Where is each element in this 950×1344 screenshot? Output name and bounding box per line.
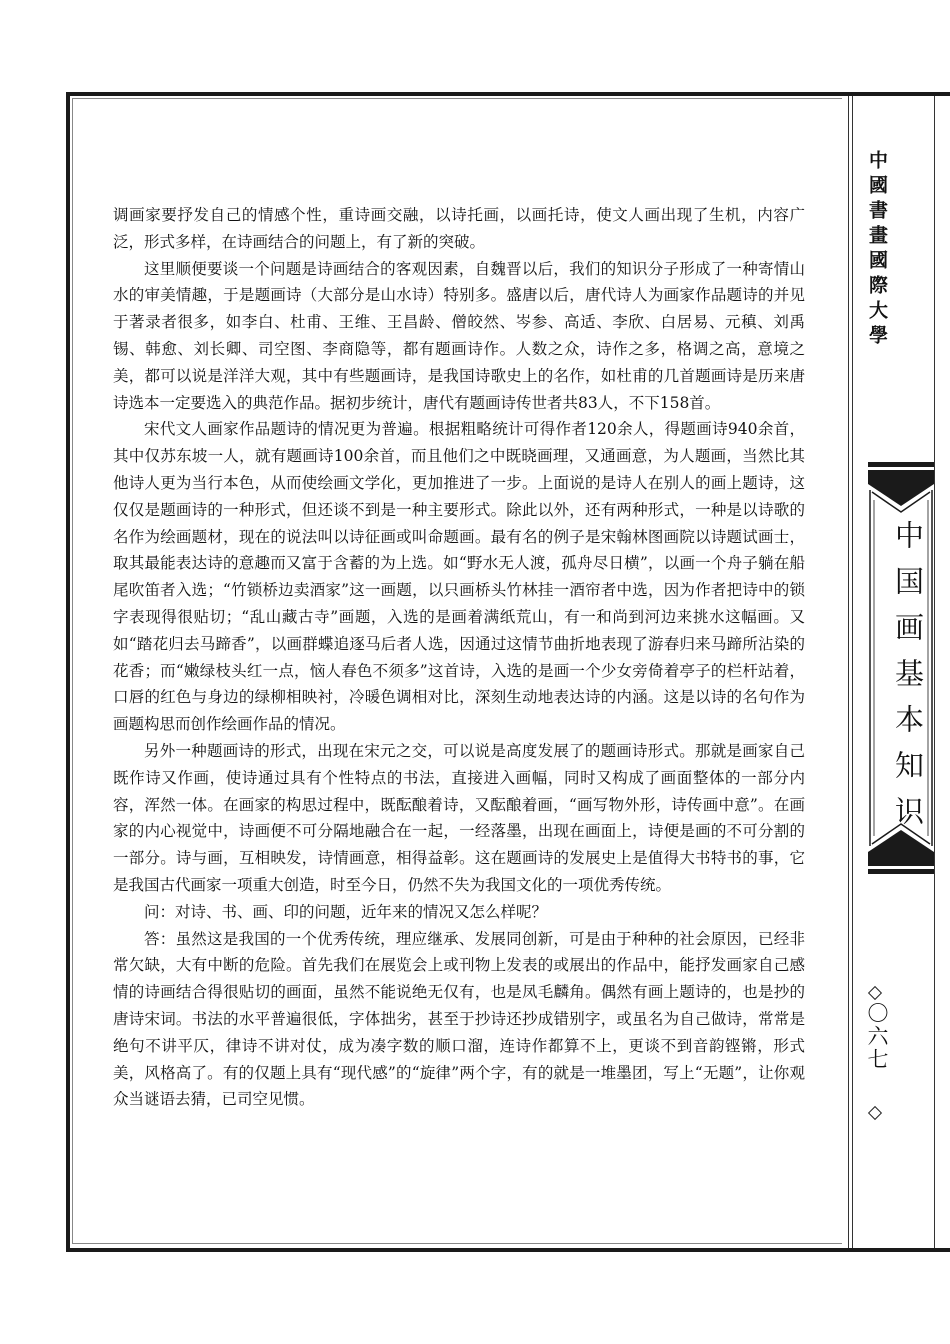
paragraph-2: 这里顺便要谈一个问题是诗画结合的客观因素，自魏晋以后，我们的知识分子形成了一种寄情山水的审美情趣，于是题画诗（大部分是山水诗）特别多。盛唐以后，唐代诗人为画家作品题诗的并见于著录者很多，如李白、杜甫、王维、王昌龄、僧皎然、岑参、高适、李欣、白居易、元稹、刘禹锡、韩愈、刘长卿、司空图、李商隐等，都有题画诗作。人数之众，诗作之多，格调之高，意境之美，都可以说是洋洋大观，其中有些题画诗，是我国诗歌史上的名作，如杜甫的几首题画诗是历来唐诗选本一定要选入的典范作品。据初步统计，唐代有题画诗传世者共83人，不下158首。 [113,259,805,412]
page-frame-left [66,92,70,1252]
university-name: 中國書畫國際大學 [866,150,888,350]
diamond-ornament-top [868,986,882,1000]
paragraph-1: 调画家要抒发自己的情感个性，重诗画交融，以诗托画，以画托诗，使文人画出现了生机，内容广泛，形式多样，在诗画结合的问题上，有了新的突破。 [113,206,805,251]
paragraph-3: 宋代文人画家作品题诗的情况更为普遍。根据粗略统计可得作者120余人，得题画诗940余首，其中仅苏东坡一人，就有题画诗100余首，而且他们之中既晓画理，又通画意，为人题画，当然比其他诗人更为当行本色，从而使绘画文学化，更加推进了一步。上面说的是诗人在别人的画上题诗，这仅仅是题画诗的一种形式，但还谈不到是一种主要形式。除此以外，还有两种形式，一种是以诗歌的名作为绘画题材，现在的说法叫以诗征画或叫命题画。最有名的例子是宋翰林图画院以诗题试画士，取其最能表达诗的意趣而又富于含蓄的为上选。如“野水无人渡，孤舟尽日横”，以画一个舟子躺在船尾吹笛者入选；“竹锁桥边卖酒家”这一画题，以只画桥头竹林挂一酒帘者中选，因为作者把诗中的锁字表现得很贴切；“乱山藏古寺”画题，入选的是画着满纸荒山，有一和尚到河边来挑水这幅画。又如“踏花归去马蹄香”，以画群蝶追逐马后者人选，因通过这情节曲折地表现了游春归来马蹄所沾染的花香；而“嫩绿枝头红一点，恼人春色不须多”这首诗，入选的是画一个少女旁倚着亭子的栏杆站着，口唇的红色与身边的绿柳相映衬，冷暖色调相对比，深刻生动地表达诗的内涵。这是以诗的名句作为画题构思而创作绘画作品的情况。 [113,420,805,734]
page-frame-top [66,92,950,96]
body-text [113,202,805,1113]
paragraph-4: 另外一种题画诗的形式，出现在宋元之交，可以说是高度发展了的题画诗形式。那就是画家自己既作诗又作画，使诗通过具有个性特点的书法，直接进入画幅，同时又构成了画面整体的一部分内容，浑然一体。在画家的构思过程中，既酝酿着诗，又酝酿着画，“画写物外形，诗传画中意”。在画家的内心视觉中，诗画便不可分隔地融合在一起，一经落墨，出现在画面上，诗便是画的不可分割的一部分。诗与画，互相映发，诗情画意，相得益彰。这在题画诗的发展史上是值得大书特书的事，它是我国古代画家一项重大创造，时至今日，仍然不失为我国文化的一项优秀传统。 [113,741,805,894]
book-title: 中国画基本知识 [891,520,925,842]
page-frame-bottom [66,1248,950,1252]
page-frame-inner-top [72,98,842,99]
diamond-ornament-bottom [868,1106,882,1120]
sidebar-rule-left-outer [848,96,849,1248]
sidebar-rule-left-inner [852,96,853,1248]
answer-paragraph: 答：虽然这是我国的一个优秀传统，理应继承、发展同创新，可是由于种种的社会原因，已经非常欠缺，大有中断的危险。首先我们在展览会上或刊物上发表的或展出的作品中，能抒发画家自己感情的诗画结合得很贴切的画面，虽然不能说绝无仅有，也是凤毛麟角。偶然有画上题诗的，也是抄的唐诗宋词。书法的水平普遍很低，字体拙劣，甚至于抄诗还抄成错别字，或虽名为自己做诗，常常是绝句不讲平仄，律诗不讲对仗，成为凑字数的顺口溜，连诗作都算不上，更谈不到音韵铿锵，形式美，风格高了。有的仅题上具有“现代感”的“旋律”两个字，有的就是一堆墨团，写上“无题”，让你观众当谜语去猜，已司空见惯。 [113,929,805,1109]
page-number: 〇六七 [865,1002,889,1071]
question-paragraph: 问：对诗、书、画、印的问题，近年来的情况又怎么样呢？ [144,902,548,921]
page-frame-inner-left [72,98,73,1244]
page-frame-inner-bottom [72,1243,842,1244]
